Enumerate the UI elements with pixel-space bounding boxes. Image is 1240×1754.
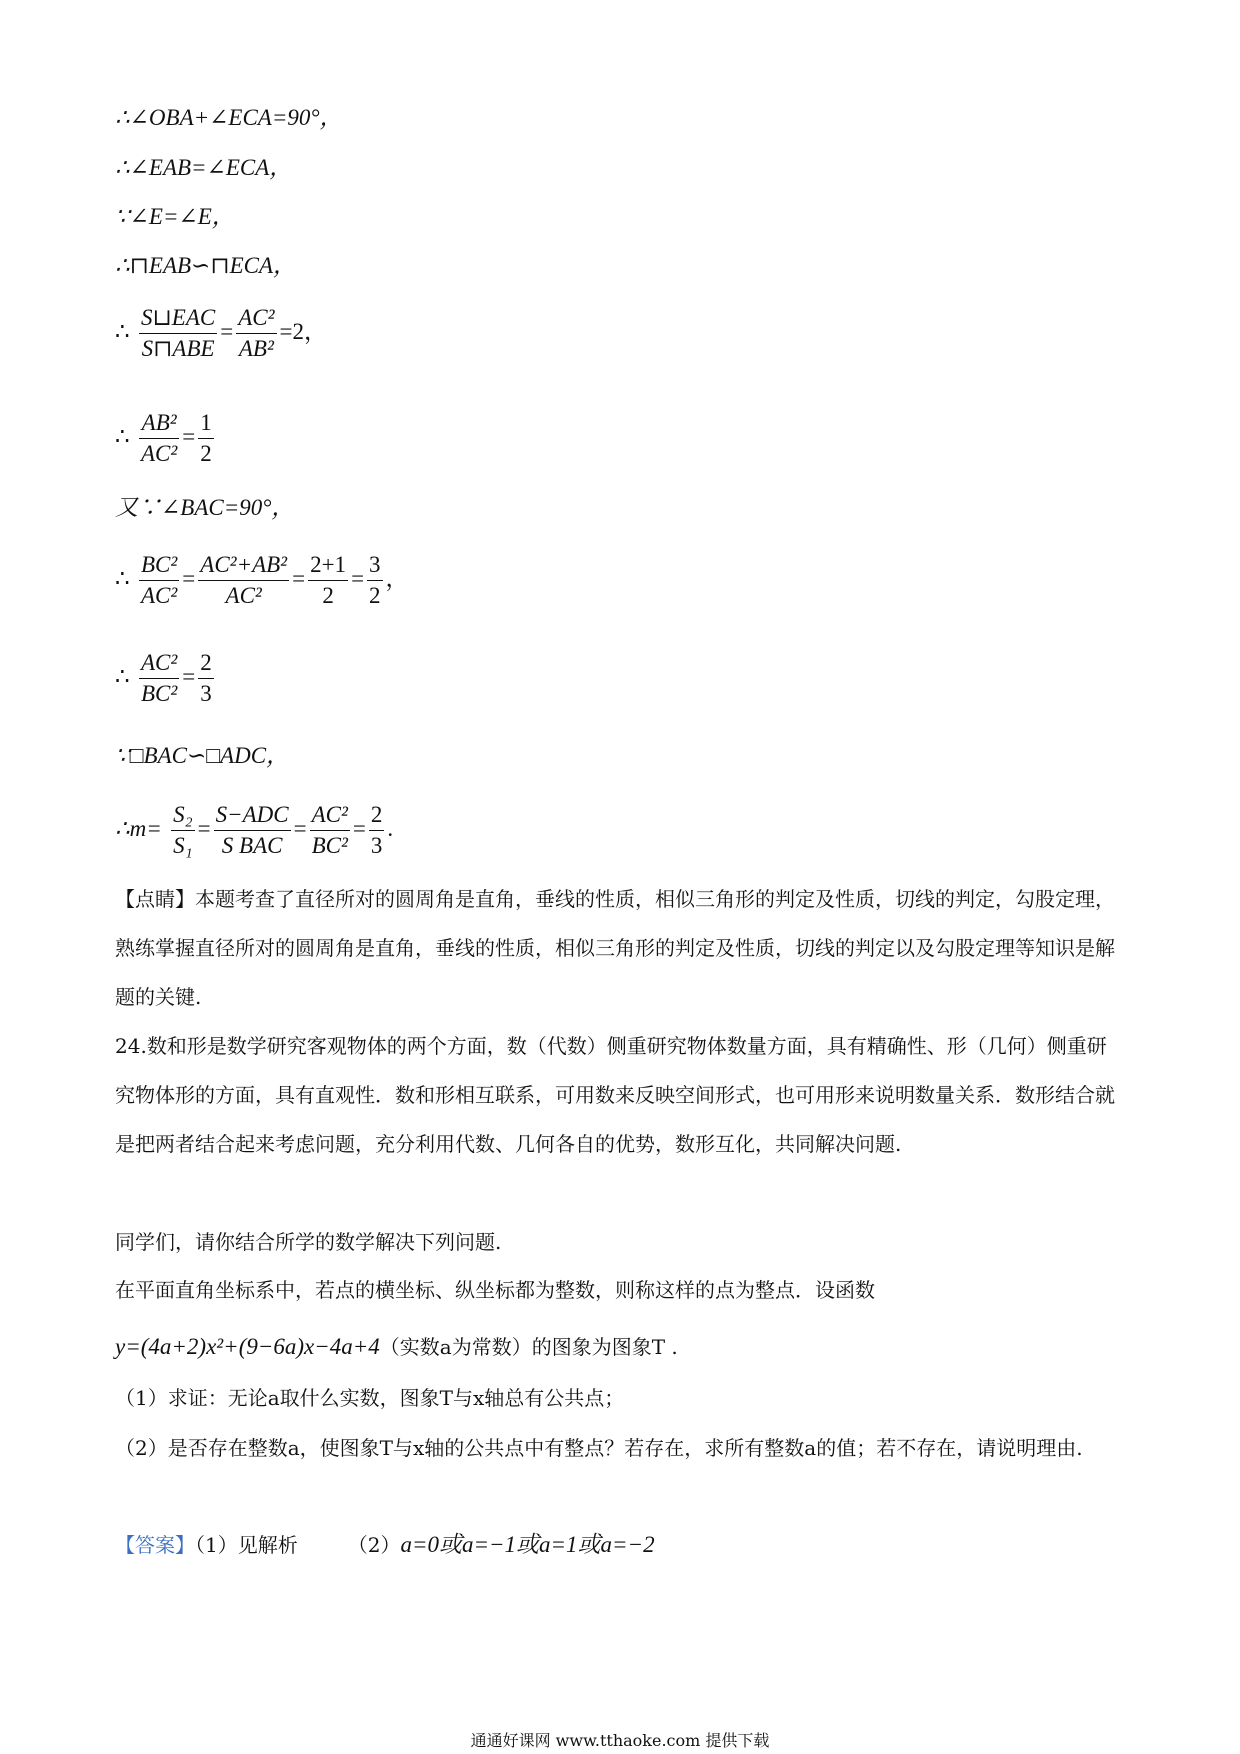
fraction-ab-ac: $\frac{\text{AB²}}{\text{AC²}}$ xyxy=(141,410,178,466)
problem-intro xyxy=(115,1022,1125,1169)
fraction-two-plus-one: $\frac{2+1}{2}$ xyxy=(310,552,347,608)
problem-line-2: 同学们，请你结合所学的数学解决下列问题. xyxy=(115,1230,502,1254)
question-1: （1）求证：无论a取什么实数，图象T与x轴总有公共点； xyxy=(115,1386,625,1410)
area-ratio-fraction: $\frac{\text{S⊔EAC}}{\text{S⊓ABE}}$ xyxy=(141,305,216,361)
proof-line-11: ∴m= $\frac{\text{S₂}}{\text{S₁}}$ = $\frac{\text{S−ADC}}{\text{S BAC}}$ = $\frac{\text{AC²}}{\text{BC²}}$ = $\frac{2}{3}$ . xyxy=(115,800,393,861)
fraction-ac-bc-final: $\frac{\text{AC²}}{\text{BC²}}$ xyxy=(311,802,348,858)
proof-line-10: ∵□BAC∽□ADC， xyxy=(115,743,290,768)
comment-tag: 【点睛】 xyxy=(115,887,195,911)
answer-tag: 【答案】 xyxy=(115,1533,195,1557)
fraction-two-thirds: $\frac{2}{3}$ xyxy=(200,650,212,706)
function-note: （实数a为常数）的图象为图象T . xyxy=(379,1335,678,1359)
proof-line-2: ∴∠EAB=∠ECA， xyxy=(115,155,293,180)
proof-line-9: ∴ $\frac{\text{AC²}}{\text{BC²}}$ = $\frac{2}{3}$ xyxy=(115,648,217,709)
footer-source: 通通好课网 www.tthaoke.com 提供下载 xyxy=(470,1731,770,1750)
fraction-bc-ac: $\frac{\text{BC²}}{\text{AC²}}$ xyxy=(141,552,178,608)
proof-line-6: ∴ $\frac{\text{AB²}}{\text{AC²}}$ = $\frac{1}{2}$ xyxy=(115,408,217,469)
fraction-one-half: $\frac{1}{2}$ xyxy=(200,410,212,466)
answer-2-label: （2） xyxy=(347,1533,401,1557)
proof-line-3: ∵∠E=∠E， xyxy=(115,204,235,229)
fraction-s2-s1: $\frac{\text{S₂}}{\text{S₁}}$ xyxy=(173,802,193,858)
proof-line-1: ∴∠OBA+∠ECA=90°， xyxy=(115,105,343,130)
side-ratio-fraction: $\frac{\text{AC²}}{\text{AB²}}$ xyxy=(238,305,275,361)
fraction-three-halves: $\frac{3}{2}$ xyxy=(369,552,381,608)
problem-function xyxy=(115,1322,1125,1372)
answer-1: （1）见解析 xyxy=(195,1533,298,1557)
proof-line-8: ∴ $\frac{\text{BC²}}{\text{AC²}}$ = $\frac{\text{AC²+AB²}}{\text{AC²}}$ = $\frac{2+1}{2}$ = $\frac{3}{2}$ ， xyxy=(115,550,409,611)
proof-line-5: ∴ $\frac{\text{S⊔EAC}}{\text{S⊓ABE}}$ = $\frac{\text{AC²}}{\text{AB²}}$ =2， xyxy=(115,303,327,364)
question-2: （2）是否存在整数a，使图象T与x轴的公共点中有整点？若存在，求所有整数a的值；若不存在，请说明理由. xyxy=(115,1436,1083,1460)
problem-number: 24. xyxy=(115,1034,147,1058)
comment-text: 本题考查了直径所对的圆周角是直角，垂线的性质，相似三角形的判定及性质，切线的判定，勾股定理，熟练掌握直径所对的圆周角是直角，垂线的性质，相似三角形的判定及性质，切线的判定以及勾股定理等知识是解题的关键. xyxy=(115,887,1115,1009)
problem-line-3: 在平面直角坐标系中，若点的横坐标、纵坐标都为整数，则称这样的点为整点．设函数 xyxy=(115,1278,875,1302)
comment-paragraph xyxy=(115,875,1125,1022)
fraction-sum: $\frac{\text{AC²+AB²}}{\text{AC²}}$ xyxy=(200,552,288,608)
answer-2: a=0或a=−1或a=1或a=−2 xyxy=(400,1532,655,1557)
fraction-result: $\frac{2}{3}$ xyxy=(370,802,383,858)
fraction-triangle-areas: $\frac{\text{S−ADC}}{\text{S BAC}}$ xyxy=(215,802,289,858)
fraction-ac-bc: $\frac{\text{AC²}}{\text{BC²}}$ xyxy=(141,650,178,706)
problem-intro-text: 数和形是数学研究客观物体的两个方面，数（代数）侧重研究物体数量方面，具有精确性、形（几何）侧重研究物体形的方面，具有直观性．数和形相互联系，可用数来反映空间形式，也可用形来说明数量关系．数形结合就是把两者结合起来考虑问题，充分利用代数、几何各自的优势，数形互化，共同解决问题. xyxy=(115,1034,1115,1156)
proof-line-7: 又∵∠BAC=90°， xyxy=(115,495,295,520)
function-expression: y=(4a+2)x²+(9−6a)x−4a+4 xyxy=(115,1334,380,1359)
answer-line xyxy=(115,1520,1125,1570)
proof-line-4: ∴⊓EAB∽⊓ECA， xyxy=(115,253,297,278)
